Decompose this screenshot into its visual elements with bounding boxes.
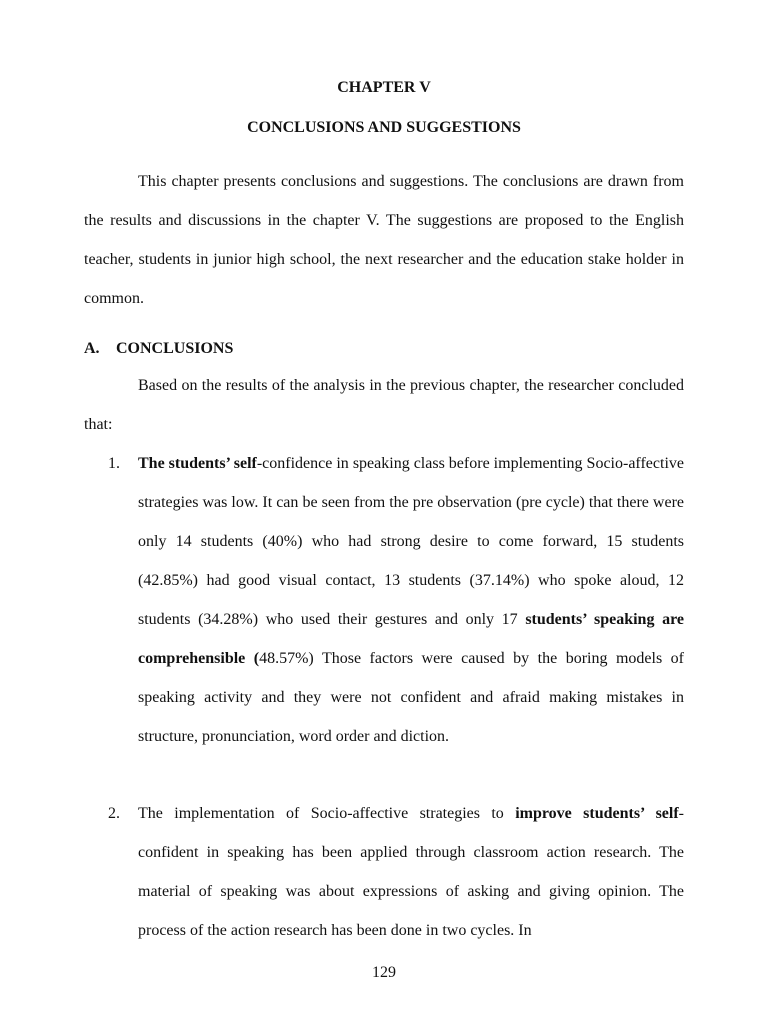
list-item-bold-phrase: students’ speaking are comprehensible ( bbox=[138, 611, 685, 667]
section-letter: A. bbox=[84, 340, 100, 357]
conclusions-list-2 bbox=[84, 794, 684, 950]
conclusions-list-1 bbox=[84, 444, 684, 756]
chapter-title: CONCLUSIONS AND SUGGESTIONS bbox=[247, 119, 521, 136]
list-item-text: -confidence in speaking class before implementing Socio-affective strategies was low. It can be seen from the pre observation (pre cycle) that there were only 14 students (40%) who had strong desire to come forward, 15 students (42.85%) had good visual contact, 13 students (37.14%) who spoke aloud, 12 students (34.28%) who used their gestures and only 17 bbox=[138, 455, 684, 628]
list-item-number: 2. bbox=[108, 805, 120, 822]
list-item bbox=[84, 794, 684, 950]
list-item-number: 1. bbox=[108, 455, 120, 472]
list-item-bold-phrase: improve students’ self bbox=[515, 805, 679, 822]
list-item-text: 48.57%) Those factors were caused by the boring models of speaking activity and they were not confident and afraid making mistakes in structure, pronunciation, word order and diction. bbox=[138, 650, 684, 745]
list-item-text: -confident in speaking has been applied through classroom action research. The material of speaking was about expressions of asking and giving opinion. The process of the action research has been done in two cycles. In bbox=[138, 805, 684, 939]
section-title: CONCLUSIONS bbox=[116, 340, 234, 357]
list-item bbox=[84, 444, 684, 756]
conclusions-intro-paragraph: Based on the results of the analysis in the previous chapter, the researcher concluded that: bbox=[84, 377, 684, 433]
page-number: 129 bbox=[372, 964, 396, 981]
list-item-text: The implementation of Socio-affective strategies to bbox=[138, 805, 516, 822]
intro-paragraph: This chapter presents conclusions and suggestions. The conclusions are drawn from the results and discussions in the chapter V. The suggestions are proposed to the English teacher, students in junior high school, the next researcher and the education stake holder in common. bbox=[84, 173, 684, 307]
list-item-bold-lead: The students’ self bbox=[138, 455, 257, 472]
chapter-label: CHAPTER V bbox=[337, 79, 431, 96]
section-heading-conclusions bbox=[84, 340, 233, 358]
